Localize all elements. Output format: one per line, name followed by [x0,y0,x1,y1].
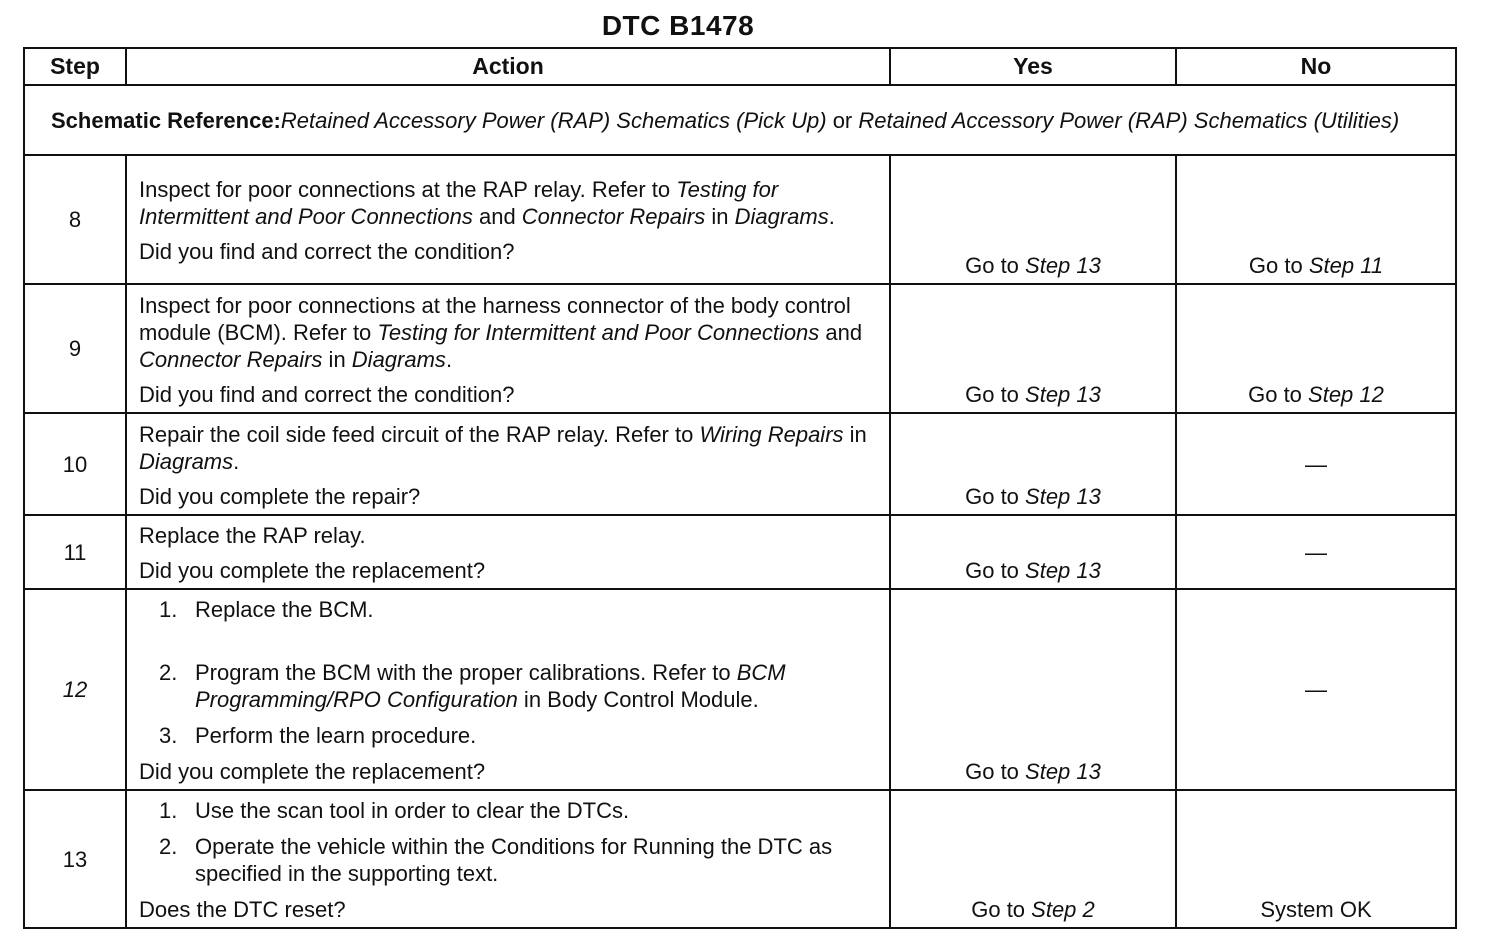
yes-step-link[interactable]: Step 13 [1025,382,1101,407]
yes-prefix: Go to [965,558,1026,583]
reference-link[interactable]: Diagrams [139,448,234,474]
reference-link[interactable]: Diagrams [351,346,446,372]
action-cell [126,155,890,284]
yes-step-link[interactable]: Step 13 [1025,253,1101,278]
yes-result [890,413,1176,515]
reference-link[interactable]: Diagrams [734,204,829,229]
reference-link[interactable]: Testing for Intermittent and Poor Connections [377,319,820,345]
list-item [139,797,881,824]
action-cell [126,790,890,928]
action-text-part: Inspect for poor connections at the RAP relay. Refer to [139,177,677,202]
yes-result [890,155,1176,284]
list-item-number: 1. [159,798,178,823]
action-question: Did you complete the replacement? [139,558,486,583]
action-question: Does the DTC reset? [139,897,346,922]
step-number: 11 [24,515,126,589]
yes-prefix: Go to [965,382,1026,407]
list-item-text: Replace the BCM. [195,597,374,622]
list-item-text: Use the scan tool in order to clear the DTCs. [195,798,630,823]
step-number: 9 [24,284,126,413]
action-text-part: . [828,204,835,229]
no-result: — [1176,515,1456,589]
no-prefix: Go to [1248,382,1309,407]
action-text-part: in [322,346,352,372]
action-text-part: . [233,448,240,474]
step-number: 12 [24,589,126,790]
table-row [24,589,1456,790]
reference-link[interactable]: Wiring Repairs [699,421,844,447]
reference-link[interactable]: BCM Programming/RPO Configuration [195,660,786,712]
header-step: Step [24,48,126,85]
action-question: Did you find and correct the condition? [139,239,515,264]
yes-step-link[interactable]: Step 13 [1025,759,1101,784]
action-text: Replace the RAP relay. [139,523,366,548]
schematic-reference-label: Schematic Reference: [51,107,281,133]
list-item [139,659,881,713]
list-item-text: Operate the vehicle within the Conditions for Running the DTC as specified in the supporting text. [195,834,833,886]
table-row [24,515,1456,589]
header-no: No [1176,48,1456,85]
yes-result [890,589,1176,790]
header-yes: Yes [890,48,1176,85]
yes-step-link[interactable]: Step 13 [1025,558,1101,583]
yes-prefix: Go to [971,897,1032,922]
list-item-text: in Body Control Module. [517,687,759,712]
schematic-reference [24,85,1456,155]
no-result [1176,284,1456,413]
step-number: 13 [24,790,126,928]
yes-prefix: Go to [965,253,1026,278]
no-step-link[interactable]: Step 11 [1308,253,1384,278]
no-step-link[interactable]: Step 12 [1308,382,1384,407]
action-list [139,596,881,749]
list-item-text: Perform the learn procedure. [195,723,477,748]
schematic-reference-or: or [826,107,859,133]
page-title: DTC B1478 [601,10,755,41]
action-text-part: . [445,346,453,372]
header-action: Action [126,48,890,85]
list-item-number: 1. [159,597,178,622]
schematic-reference-row [24,85,1456,155]
step-number: 10 [24,413,126,515]
table-row [24,155,1456,284]
yes-result [890,284,1176,413]
action-text [139,176,881,230]
yes-step-link[interactable]: Step 13 [1025,484,1101,509]
no-result [1176,155,1456,284]
action-text-part: and [819,319,863,345]
action-cell [126,284,890,413]
table-row [24,413,1456,515]
no-result: — [1176,413,1456,515]
list-item [139,596,881,623]
schematic-reference-link-pickup[interactable]: Retained Accessory Power (RAP) Schematics (Pick Up) [280,107,827,133]
yes-result [890,790,1176,928]
action-text-part: in [705,204,735,229]
action-text-part: in [843,421,867,447]
header-row [24,48,1456,85]
step-number: 8 [24,155,126,284]
reference-link[interactable]: Connector Repairs [139,346,323,372]
list-item [139,833,881,887]
action-question: Did you find and correct the condition? [139,381,515,407]
action-cell [126,413,890,515]
action-cell [126,589,890,790]
list-item-text: Program the BCM with the proper calibrations. Refer to [195,660,737,685]
action-cell [126,515,890,589]
no-result: — [1176,589,1456,790]
schematic-reference-link-utilities[interactable]: Retained Accessory Power (RAP) Schematics (Utilities) [858,107,1400,133]
yes-result [890,515,1176,589]
diagnostic-table [23,47,1457,929]
action-text [139,292,881,373]
list-item-number: 2. [159,834,178,859]
list-item-number: 2. [159,660,178,685]
table-row [24,284,1456,413]
action-text-part: Inspect for poor connections at the harness connector of the body control module (BCM). Refer to [139,292,851,345]
no-result: System OK [1176,790,1456,928]
yes-prefix: Go to [965,484,1026,509]
action-text-part: and [472,204,522,229]
no-prefix: Go to [1248,253,1309,278]
yes-step-link[interactable]: Step 2 [1031,897,1095,922]
action-list [139,797,881,887]
yes-prefix: Go to [965,759,1026,784]
action-text-part: Repair the coil side feed circuit of the RAP relay. Refer to [139,421,700,447]
reference-link[interactable]: Connector Repairs [521,204,706,229]
action-question: Did you complete the replacement? [139,759,486,784]
reference-link[interactable]: Testing for Intermittent and Poor Connections [139,177,779,229]
list-item [139,722,881,749]
table-row [24,790,1456,928]
action-text [139,421,881,475]
list-item-number: 3. [159,723,178,748]
action-question: Did you complete the repair? [139,483,421,509]
